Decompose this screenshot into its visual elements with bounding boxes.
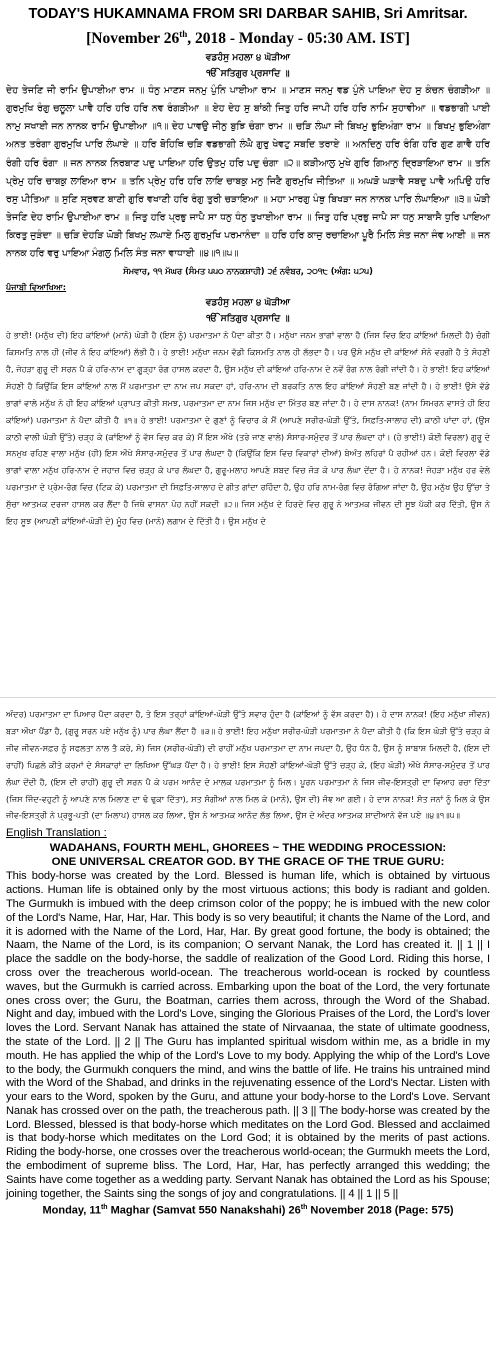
page-title: TODAY'S HUKAMNAMA FROM SRI DARBAR SAHIB, Sri Amritsar. bbox=[28, 6, 468, 22]
date-header-sup: th bbox=[179, 29, 188, 39]
english-translation-label: English Translation : bbox=[6, 827, 107, 840]
footer-prefix: Monday, 11 bbox=[42, 1205, 101, 1218]
shabad-date-line: ਸੋਮਵਾਰ, ੧੧ ਮੱਘਰ (ਸੰਮਤ ੫੫੦ ਨਾਨਕਸ਼ਾਹੀ) ੨੬ ਨਵੰਬਰ, ੨੦੧੮ (ਅੰਗ: ੫੭੫) bbox=[123, 266, 373, 277]
english-footer-date bbox=[6, 1201, 490, 1218]
date-header-prefix: [November 26 bbox=[86, 30, 180, 48]
footer-sup-1: th bbox=[100, 1204, 108, 1212]
shabad-verse-text: ਦੇਹ ਤੇਜਣਿ ਜੀ ਰਾਮਿ ਉਪਾਈਆ ਰਾਮ ॥ ਧੰਨੁ ਮਾਣਸ ਜਨਮੁ ਪੁੰਨਿ ਪਾਈਆ ਰਾਮ ॥ ਮਾਣਸ ਜਨਮੁ ਵਡ ਪੁੰਨੇ ਪਾਇਆ ਦੇਹ ਸੁ ਕੰਚਨ ਚੰਗੜੀਆ ॥ ਗੁਰਮੁਖਿ ਰੰਗੁ ਚਲੂਲਾ ਪਾਵੈ ਹਰਿ ਹਰਿ ਹਰਿ ਨਵ ਰੰਗੜੀਆ ॥ ਏਹ ਦੇਹ ਸੁ ਬਾਂਕੀ ਜਿਤੁ ਹਰਿ ਜਾਪੀ ਹਰਿ ਹਰਿ ਨਾਮਿ ਸੁਹਾਵੀਆ ॥ ਵਡਭਾਗੀ ਪਾਈ ਨਾਮੁ ਸਖਾਈ ਜਨ ਨਾਨਕ ਰਾਮਿ ਉਪਾਈਆ ॥੧॥ ਦੇਹ ਪਾਵਉ ਜੀਨੁ ਬੁਝਿ ਚੰਗਾ ਰਾਮ ॥ ਚੜਿ ਲੰਘਾ ਜੀ ਬਿਖਮੁ ਭੁਇਅੰਗਾ ਰਾਮ ॥ ਬਿਖਮੁ ਭੁਇਅੰਗਾ ਅਨਤ ਤਰੰਗਾ ਗੁਰਮੁਖਿ ਪਾਰਿ ਲੰਘਾਏ ॥ ਹਰਿ ਬੋਹਿਥਿ ਚੜਿ ਵਡਭਾਗੀ ਲੰਘੈ ਗੁਰੁ ਖੇਵਟੁ ਸਬਦਿ ਤਰਾਏ ॥ ਅਨਦਿਨੁ ਹਰਿ ਰੰਗਿ ਹਰਿ ਗੁਣ ਗਾਵੈ ਹਰਿ ਰੰਗੀ ਹਰਿ ਰੰਗਾ ॥ ਜਨ ਨਾਨਕ ਨਿਰਬਾਣ ਪਦੁ ਪਾਇਆ ਹਰਿ ਉਤਮੁ ਹਰਿ ਪਦੁ ਚੰਗਾ ॥੨॥ ਕੜੀਆਲੁ ਮੁਖੇ ਗੁਰਿ ਗਿਆਨੁ ਦ੍ਰਿੜਾਇਆ ਰਾਮ ॥ ਤਨਿ ਪ੍ਰੇਮੁ ਹਰਿ ਚਾਬਕੁ ਲਾਇਆ ਰਾਮ ॥ ਤਨਿ ਪ੍ਰੇਮੁ ਹਰਿ ਹਰਿ ਲਾਇ ਚਾਬਕੁ ਮਨੁ ਜਿਣੈ ਗੁਰਮੁਖਿ ਜੀਤਿਆ ॥ ਅਘੜੋ ਘੜਾਵੈ ਸਬਦੁ ਪਾਵੈ ਅਪਿਉ ਹਰਿ ਰਸੁ ਪੀਤਿਆ ॥ ਸੁਣਿ ਸ੍ਰਵਣ ਬਾਣੀ ਗੁਰਿ ਵਖਾਣੀ ਹਰਿ ਰੰਗੁ ਤੁਰੀ ਚੜਾਇਆ ॥ ਮਹਾ ਮਾਰਗੁ ਪੰਥੁ ਬਿਖੜਾ ਜਨ ਨਾਨਕ ਪਾਰਿ ਲੰਘਾਇਆ ॥੩॥ ਘੋੜੀ ਤੇਜਣਿ ਦੇਹ ਰਾਮਿ ਉਪਾਈਆ ਰਾਮ ॥ ਜਿਤੁ ਹਰਿ ਪ੍ਰਭੁ ਜਾਪੈ ਸਾ ਧਨੁ ਧੰਨੁ ਤੁਖਾਈਆ ਰਾਮ ॥ ਜਿਤੁ ਹਰਿ ਪ੍ਰਭੁ ਜਾਪੈ ਸਾ ਧਨੁ ਸਾਬਾਸੈ ਧੁਰਿ ਪਾਇਆ ਕਿਰਤੁ ਜੁੜੰਦਾ ॥ ਚੜਿ ਦੇਹੜਿ ਘੋੜੀ ਬਿਖਮੁ ਲਘਾਏ ਮਿਲੁ ਗੁਰਮੁਖਿ ਪਰਮਾਨੰਦਾ ॥ ਹਰਿ ਹਰਿ ਕਾਜੁ ਰਚਾਇਆ ਪੂਰੈ ਮਿਲਿ ਸੰਤ ਜਨਾ ਜੰਞ ਆਈ ॥ ਜਨ ਨਾਨਕ ਹਰਿ ਵਰੁ ਪਾਇਆ ਮੰਗਲੁ ਮਿਲਿ ਸੰਤ ਜਨਾ ਵਾਧਾਈ ॥੪॥੧॥੫॥ bbox=[6, 85, 490, 259]
punjabi-explanation-text-part2: ਅੰਦਰ) ਪਰਮਾਤਮਾ ਦਾ ਪਿਆਰ ਪੈਦਾ ਕਰਦਾ ਹੈ, ਤੇ ਇਸ ਤਰ੍ਹਾਂ ਕਾਂਇਆਂ-ਘੋੜੀ ਉੱਤੇ ਸਵਾਰ ਹੁੰਦਾ ਹੈ (ਕਾਂਇਆਂ ਨੂੰ ਵੱਸ ਕਰਦਾ ਹੈ)। ਹੇ ਦਾਸ ਨਾਨਕ! (ਇਹ ਮਨੁੱਖਾ ਜੀਵਨ) ਬੜਾ ਔਖਾ ਪੈਂਡਾ ਹੈ, (ਗੁਰੂ ਸਰਨ ਪਏ ਮਨੁੱਖ ਨੂੰ) ਪਾਰ ਲੰਘਾ ਲੈਂਦਾ ਹੈ ॥੩॥ ਹੇ ਭਾਈ! ਇਹ ਮਨੁੱਖਾ ਸਰੀਰ-ਘੋੜੀ ਪਰਮਾਤਮਾ ਨੇ ਪੈਦਾ ਕੀਤੀ ਹੈ (ਕਿ ਇਸ ਘੋੜੀ ਉੱਤੇ ਚੜ੍ਹ ਕੇ ਜੀਵ ਜੀਵਨ-ਸਫ਼ਰ ਨੂੰ ਸਫਲਤਾ ਨਾਲ ਤੈ ਕਰੇ, ਸੋ) ਜਿਸ (ਸਰੀਰ-ਘੋੜੀ) ਦੀ ਰਾਹੀਂ ਮਨੁੱਖ ਪਰਮਾਤਮਾ ਦਾ ਨਾਮ ਜਪਦਾ ਹੈ, ਉਹ ਧੰਨ ਹੈ, ਉਸ ਨੂੰ ਸ਼ਾਬਾਸ਼ ਮਿਲਦੀ ਹੈ, (ਇਸ ਦੀ ਰਾਹੀਂ) ਪਿਛਲੇ ਕੀਤੇ ਕਰਮਾਂ ਦੇ ਸੰਸਕਾਰਾਂ ਦਾ ਲਿਖਿਆ ਉੱਘੜ ਪੈਂਦਾ ਹੈ। ਹੇ ਭਾਈ! ਇਸ ਸੋਹਣੀ ਕਾਂਇਆਂ-ਘੋੜੀ ਉੱਤੇ ਚੜ੍ਹ ਕੇ, (ਇਹ ਘੋੜੀ) ਔਖੇ ਸੰਸਾਰ-ਸਮੁੰਦਰ ਤੋਂ ਪਾਰ ਲੰਘਾ ਦੇਂਦੀ ਹੈ, (ਇਸ ਦੀ ਰਾਹੀਂ) ਗੁਰੂ ਦੀ ਸਰਨ ਪੈ ਕੇ ਪਰਮ ਆਨੰਦ ਦੇ ਮਾਲਕ ਪਰਮਾਤਮਾ ਨੂੰ ਮਿਲ। ਪੂਰਨ ਪਰਮਾਤਮਾ ਨੇ ਜਿਸ ਜੀਵ-ਇਸਤ੍ਰੀ ਦਾ ਵਿਆਹ ਰਚਾ ਦਿੱਤਾ (ਜਿਸ ਜਿੰਦ-ਵਹੁਟੀ ਨੂੰ ਆਪਣੇ ਨਾਲ ਮਿਲਾਣ ਦਾ ਢੋ ਢੁਕਾ ਦਿੱਤਾ), ਸਤ ਸੰਗੀਆਂ ਨਾਲ ਮਿਲ ਕੇ (ਮਾਨੋ), ਉਸ ਦੀ) ਜੰਞ ਆ ਗਈ। ਹੇ ਦਾਸ ਨਾਨਕ! ਸੰਤ ਜਨਾਂ ਨੂੰ ਮਿਲ ਕੇ ਉਸ ਜੀਵ-ਇਸਤ੍ਰੀ ਨੇ ਪ੍ਰਭੂ-ਪਤੀ (ਦਾ ਮਿਲਾਪ) ਹਾਸਲ ਕਰ ਲਿਆ, ਉਸ ਨੇ ਆਤਮਕ ਆਨੰਦ ਲੱਭ ਲਿਆ, ਉਸ ਦੇ ਅੰਦਰ ਆਤਮਕ ਸ਼ਾਦੀਆਨੇ ਵੱਜ ਪਏ ॥੪॥੧॥੫॥ bbox=[6, 709, 490, 821]
shabad-raag-title: ਵਡਹੰਸੁ ਮਹਲਾ ੪ ਘੋੜੀਆ bbox=[205, 52, 291, 64]
hukamnama-sheet-bottom bbox=[0, 702, 496, 1342]
english-heading-mool: ONE UNIVERSAL CREATOR GOD. BY THE GRACE OF THE TRUE GURU: bbox=[51, 856, 445, 869]
bottom-margin bbox=[0, 1342, 496, 1352]
footer-sup-2: th bbox=[300, 1204, 308, 1212]
punjabi-explanation-text-part1: ਹੇ ਭਾਈ! (ਮਨੁੱਖ ਦੀ) ਇਹ ਕਾਂਇਆਂ (ਮਾਨੋ) ਘੋੜੀ ਹੈ (ਇਸ ਨੂੰ) ਪਰਮਾਤਮਾ ਨੇ ਪੈਦਾ ਕੀਤਾ ਹੈ। ਮਨੁੱਖਾ ਜਨਮ ਭਾਗਾਂ ਵਾਲਾ ਹੈ (ਜਿਸ ਵਿਚ ਇਹ ਕਾਂਇਆਂ ਮਿਲਦੀ ਹੈ) ਚੰਗੀ ਕਿਸਮਤਿ ਨਾਲ ਹੀ (ਜੀਵ ਨੇ ਇਹ ਕਾਂਇਆਂ) ਲੱਭੀ ਹੈ। ਹੇ ਭਾਈ! ਮਨੁੱਖਾ ਜਨਮ ਵੱਡੀ ਕਿਸਮਤਿ ਨਾਲ ਹੀ ਲੱਭਦਾ ਹੈ। ਪਰ ਉਸੇ ਮਨੁੱਖ ਦੀ ਕਾਂਇਆਂ ਸੋਨੇ ਵਰਗੀ ਹੈ ਤੇ ਸੋਹਣੀ ਹੈ, ਜੇਹੜਾ ਗੁਰੂ ਦੀ ਸਰਨ ਪੈ ਕੇ ਹਰਿ-ਨਾਮ ਦਾ ਗੂੜ੍ਹਾ ਰੰਗ ਹਾਸਲ ਕਰਦਾ ਹੈ, ਉਸ ਮਨੁੱਖ ਦੀ ਕਾਂਇਆਂ ਹਰਿ-ਨਾਮ ਦੇ ਨਵੇਂ ਰੰਗ ਨਾਲ ਰੰਗੀ ਜਾਂਦੀ ਹੈ। ਹੇ ਭਾਈ! ਇਹ ਕਾਂਇਆਂ ਸੋਹਣੀ ਹੈ ਕਿਉਂਕਿ ਇਸ ਕਾਂਇਆਂ ਨਾਲ ਮੈਂ ਪਰਮਾਤਮਾ ਦਾ ਨਾਮ ਜਪ ਸਕਦਾ ਹਾਂ, ਹਰਿ-ਨਾਮ ਦੀ ਬਰਕਤਿ ਨਾਲ ਇਹ ਕਾਂਇਆਂ ਸੋਹਣੀ ਬਣ ਜਾਂਦੀ ਹੈ। ਹੇ ਭਾਈ! ਉਸੇ ਵੱਡੇ ਭਾਗਾਂ ਵਾਲੇ ਮਨੁੱਖ ਨੇ ਹੀ ਇਹ ਕਾਂਇਆਂ ਪ੍ਰਾਪਤ ਕੀਤੀ ਸਮਝ, ਪਰਮਾਤਮਾ ਦਾ ਨਾਮ ਜਿਸ ਮਨੁੱਖ ਦਾ ਮਿੱਤਰ ਬਣ ਜਾਂਦਾ ਹੈ। ਹੇ ਦਾਸ ਨਾਨਕ! (ਨਾਮ ਸਿਮਰਨ ਵਾਸਤੇ ਹੀ ਇਹ ਕਾਂਇਆਂ) ਪਰਮਾਤਮਾ ਨੇ ਪੈਦਾ ਕੀਤੀ ਹੈ ॥੧॥ ਹੇ ਭਾਈ! ਪਰਮਾਤਮਾ ਦੇ ਗੁਣਾਂ ਨੂੰ ਵਿਚਾਰ ਕੇ ਮੈਂ (ਆਪਣੇ ਸਰੀਰ-ਘੋੜੀ ਉੱਤੇ, ਸਿਫ਼ਤਿ-ਸਾਲਾਹ ਦੀ) ਕਾਠੀ ਪਾਂਦਾ ਹਾਂ, (ਉਸ ਕਾਠੀ ਵਾਲੀ ਘੋੜੀ ਉੱਤੇ) ਚੜ੍ਹ ਕੇ (ਕਾਂਇਆਂ ਨੂੰ ਵੱਸ ਵਿਚ ਕਰ ਕੇ) ਮੈਂ ਇਸ ਔਖੇ (ਤਰੇ ਜਾਣ ਵਾਲੇ) ਸੰਸਾਰ-ਸਮੁੰਦਰ ਤੋਂ ਪਾਰ ਲੰਘਦਾ ਹਾਂ। (ਹੇ ਭਾਈ!) ਕੋਈ ਵਿਰਲਾ) ਗੁਰੂ ਦੇ ਸਨਮੁਖ ਰਹਿਣ ਵਾਲਾ ਮਨੁੱਖ (ਹੀ) ਇਸ ਔਖੇ ਸੰਸਾਰ-ਸਮੁੰਦਰ ਤੋਂ ਪਾਰ ਲੰਘਦਾ ਹੈ (ਕਿਉਂਕਿ ਇਸ ਵਿਚ ਵਿਕਾਰਾਂ ਦੀਆਂ) ਬੇਅੰਤ ਲਹਿਰਾਂ ਪੈ ਰਹੀਆਂ ਹਨ। ਕੋਈ ਵਿਰਲਾ ਵੱਡੇ ਭਾਗਾਂ ਵਾਲਾ ਮਨੁੱਖ ਹਰਿ-ਨਾਮ ਦੇ ਜਹਾਜ਼ ਵਿਚ ਚੜ੍ਹ ਕੇ ਪਾਰ ਲੰਘਦਾ ਹੈ, ਗੁਰੂ-ਮਲਾਹ ਆਪਣੇ ਸ਼ਬਦ ਵਿਚ ਜੋੜ ਕੇ ਪਾਰ ਲੰਘਾ ਦੇਂਦਾ ਹੈ। ਹੇ ਨਾਨਕ! ਜੇਹੜਾ ਮਨੁੱਖ ਹਰ ਵੇਲੇ ਪਰਮਾਤਮਾ ਦੇ ਪ੍ਰੇਮ-ਰੰਗ ਵਿਚ (ਟਿਕ ਕੇ) ਪਰਮਾਤਮਾ ਦੀ ਸਿਫ਼ਤਿ-ਸਾਲਾਹ ਦੇ ਗੀਤ ਗਾਂਦਾ ਰਹਿੰਦਾ ਹੈ, ਉਹ ਹਰਿ ਨਾਮ-ਰੰਗ ਵਿਚ ਰੰਗਿਆ ਜਾਂਦਾ ਹੈ, ਉਹ ਮਨੁੱਖ ਉਹ ਉੱਚਾ ਤੇ ਸੁੱਚਾ ਆਤਮਕ ਦਰਜਾ ਹਾਸਲ ਕਰ ਲੈਂਦਾ ਹੈ ਜਿਥੇ ਵਾਸਨਾ ਪੋਹ ਨਹੀਂ ਸਕਦੀ ॥੨॥ ਜਿਸ ਮਨੁੱਖ ਦੇ ਹਿਰਦੇ ਵਿਚ ਗੁਰੂ ਨੇ ਆਤਮਕ ਜੀਵਨ ਦੀ ਸੂਝ ਪੱਕੀ ਕਰ ਦਿੱਤੀ, ਉਸ ਨੇ ਇਹ ਸੂਝ (ਆਪਣੀ ਕਾਂਇਆਂ-ਘੋੜੀ ਦੇ) ਮੂੰਹ ਵਿਚ (ਮਾਨੋ) ਲਗਾਮ ਦੇ ਦਿੱਤੀ ਹੈ। ਉਸ ਮਨੁੱਖ ਦੇ bbox=[6, 330, 490, 527]
date-header bbox=[6, 24, 490, 49]
punjabi-raag-title: ਵਡਹੰਸੁ ਮਹਲਾ ੪ ਘੋੜੀਆ bbox=[205, 297, 291, 309]
footer-mid: Maghar (Samvat 550 Nanakshahi) 26 bbox=[107, 1205, 301, 1218]
punjabi-explanation-label: ਪੰਜਾਬੀ ਵਿਆਖਿਆ: bbox=[6, 282, 67, 293]
punjabi-mool-mantar: ੴ ਸਤਿਗੁਰ ਪ੍ਰਸਾਦਿ ॥ bbox=[206, 313, 290, 325]
english-translation-body: This body-horse was created by the Lord. Blessed is human life, which is obtained by virtuous actions. Human life is obtained only by the most virtuous actions; this body is radiant and golden. The Gurmukh is imbued with the deep crimson color of the poppy; he is imbued with the new color of the Lord's Name, Har, Har, Har. This body is so very beautiful; it chants the Name of the Lord, and it is adorned with the Name of the Lord, Har, Har. By great good fortune, the body is obtained; the Naam, the Name of the Lord, is its companion; O servant Nanak, the Lord has created it. || 1 || I place the saddle on the body-horse, the saddle of realization of the Good Lord. Riding this horse, I cross over the treacherous world-ocean. The treacherous world-ocean is rocked by countless waves, but the Gurmukh is carried across. Embarking upon the boat of the Lord, the very fortunate ones cross over; the Guru, the Boatman, carries them across, through the Word of the Shabad. Night and day, imbued with the Lord's Love, singing the Glorious Praises of the Lord, the Lord's lover loves the Lord. Servant Nanak has attained the state of Nirvaanaa, the state of ultimate goodness, the state of the Lord. || 2 || The Guru has implanted spiritual wisdom within me, as a bridle in my mouth. He has applied the whip of the Lord's Love to my body. Applying the whip of the Lord's Love to the body, the Gurmukh conquers the mind, and wins the battle of life. He trains his untrained mind with the Word of the Shabad, and drinks in the rejuvenating essence of the Lord's Nectar. Listen with your ears to the Word, spoken by the Guru, and attune your body-horse to the Lord's Love. Servant Nanak has crossed over on the path, the treacherous path. || 3 || The body-horse was created by the Lord. Blessed, blessed is that body-horse which meditates on the Lord God. Blessed and acclaimed is that body-horse which meditates on the Lord God; it is obtained by the merits of past actions. Riding the body-horse, one crosses over the treacherous world-ocean; the Gurmukh meets the Lord, the embodiment of supreme bliss. The Lord, Har, Har, has perfectly arranged this wedding; the Saints have come together as a wedding party. Servant Nanak has obtained the Lord as his Spouse; joining together, the Saints sing the songs of joy and congratulations. || 4 || 1 || 5 || bbox=[6, 870, 490, 1200]
english-heading-raag: WADAHANS, FOURTH MEHL, GHOREES ~ THE WEDDING PROCESSION: bbox=[49, 842, 447, 855]
date-header-suffix: , 2018 - Monday - 05:30 AM. IST] bbox=[187, 30, 410, 48]
footer-suffix: November 2018 (Page: 575) bbox=[307, 1205, 454, 1218]
shabad-mool-mantar: ੴ ਸਤਿਗੁਰ ਪ੍ਰਸਾਦਿ ॥ bbox=[206, 68, 290, 80]
